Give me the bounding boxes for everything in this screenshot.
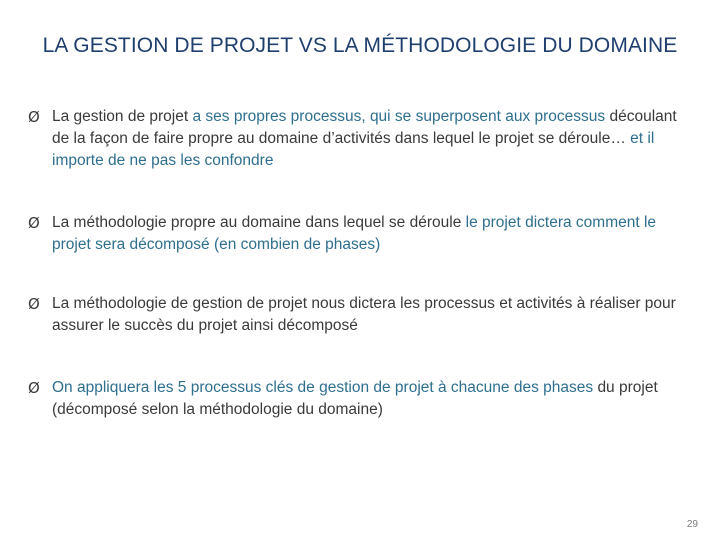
arrow-bullet-icon: Ø (28, 295, 40, 313)
bullet-item (28, 106, 698, 172)
bullet-item (28, 212, 698, 256)
bullet-item (28, 377, 698, 421)
bullet-text-emphasis: On appliquera les 5 processus clés de gestion de projet à chacune des phases (52, 379, 598, 396)
bullet-text: La méthodologie de gestion de projet nous dictera les processus et activités à réaliser pour assurer le succès du projet ainsi décomposé (52, 295, 676, 334)
arrow-bullet-icon: Ø (28, 214, 40, 232)
bullet-list (28, 106, 698, 461)
bullet-text: découlant de la façon de faire propre au domaine d’activités dans lequel le projet se déroule… (52, 108, 677, 147)
bullet-text-emphasis: le projet dictera comment le projet sera décomposé (en combien de phases) (52, 214, 657, 253)
bullet-item (28, 293, 698, 337)
page-number: 29 (686, 519, 698, 530)
bullet-text-emphasis: et il importe de ne pas les confondre (52, 130, 655, 169)
bullet-text: La méthodologie propre au domaine dans lequel se déroule (52, 214, 466, 231)
arrow-bullet-icon: Ø (28, 108, 40, 126)
bullet-text-emphasis: a ses propres processus, qui se superposent aux processus (192, 108, 610, 125)
bullet-text: La gestion de projet (52, 108, 193, 125)
arrow-bullet-icon: Ø (28, 379, 40, 397)
bullet-text: du projet (décomposé selon la méthodologie du domaine) (52, 379, 658, 418)
slide-title: LA GESTION DE PROJET VS LA MÉTHODOLOGIE DU DOMAINE (42, 34, 678, 57)
